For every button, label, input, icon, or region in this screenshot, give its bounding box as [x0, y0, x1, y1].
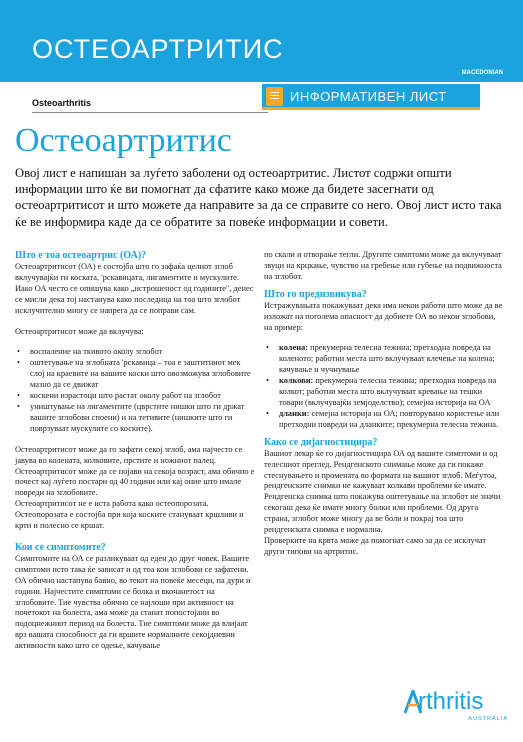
paragraph: Остеоартритисот не е иста работа како остеопорозата. Остеопорозата е состојба при која коските стануваат кршливи и крти и полесно се кршат.	[15, 499, 244, 531]
bullet-list	[15, 347, 256, 434]
subject-label: Osteoarthritis	[32, 98, 92, 108]
paragraph: Вашиот лекар ќе го дијагностицира ОА од вашите симптоми и од телесниот преглед. Рендгенското снимање може да ги покаже стеснувањето и промената во формата на вашиот зглоб. Меѓутоа, рендгенските снимки не кажуваат колкави проблеми ќе имате. Рендгенска снимка што покажува оштетување на зглобот не значи секогаш дека ќе имате многу болки или проблеми. Од друга страна, зглобот може многу да ве боли и покрај тоа што рендгенската снимка е нормална.	[264, 448, 501, 535]
list-item-text: прекумерна телесна тежина; претходна повреда на колкот; работни места што вклучуваат кревање на тешки товари (вклучувајќи земјоделство); семејна историја на ОА	[279, 376, 497, 407]
logo-text: rthritis	[418, 688, 484, 715]
right-column	[264, 250, 504, 558]
paragraph: Остеоартритисот може да се појави на секоја возраст, ама обично е почест кај луѓето постари од 40 години или кај оние што имале повреди на зглобовите.	[15, 466, 255, 498]
section-heading: Што го предизвикува?	[264, 288, 367, 300]
document-icon	[266, 87, 283, 106]
paragraph: Остеоартритисот може да го зафати секој зглоб, ама најчесто се јавува во колената, колковите, прстите и ножниот палец.	[15, 444, 243, 465]
list-item: • воспаление на ткивото околу зглобот	[15, 347, 256, 358]
language-label: MACEDONIAN	[461, 70, 503, 76]
intro-paragraph: Овој лист е напишан за луѓето заболени од остеоартритис. Листот содржи општи информации што ќе ви помогнат да сфатите како може да бидете засегнати од остеоартритисот и што можете да направите за да се справите со него. Овој лист исто така ќе ве информира каде да се обратите за повеќе информации и совети.	[15, 166, 502, 229]
list-item-label: колена:	[279, 343, 309, 353]
list-item-label: дланки:	[279, 408, 310, 418]
paragraph: Симптомите на ОА се разликуваат од еден до друг човек. Вашите симптоми исто така ќе зависат и од тоа кои зглобови се зафатени. ОА обично настапува бавно, во текот на повеќе месеци, па дури и години. Најчестите симптоми се болка и вкочанетост на зглобовите. Тие чувства обично се најлоши при активност на почетокот на болеста, ама може да станат попостојани во подоцнежниот период на болеста. Тие симптоми може да влијаат врз вашата способност да ги вршите нормалните секојдневни активности како што се одење, качување	[15, 553, 251, 651]
section-heading: Кои се симптомите?	[15, 541, 106, 553]
arthritis-australia-logo	[404, 688, 514, 736]
list-item: • уништување на лигаментите (цврстите нишки што ги држат вашите зглобови споени) и на тетивите (нишките што ги поврзуваат мускулите со коските).	[15, 402, 256, 435]
list-item-text: семејна историја на ОА; повторувано користење или претходни повреди на дланките; прекумерна телесна тежина.	[279, 408, 500, 429]
bullet-list	[264, 343, 504, 430]
paragraph: по скали и отворање тегли. Другите симптоми може да вклучуваат звуци на крцкање, чувство на гребење или губење на подвижноста на зглобот.	[264, 250, 502, 281]
list-item: • коскени израстоци што растат околу работ на зглобот	[15, 391, 256, 402]
section-heading: Што е тоа остеоартрис (ОА)?	[15, 250, 147, 261]
list-item	[264, 376, 504, 409]
info-sheet-label: ИНФОРМАТИВЕН ЛИСТ	[290, 89, 447, 104]
paragraph: Проверките на крвта може да помогнат само за да се исклучат други типови на артритис.	[264, 535, 487, 556]
paragraph: Остеоартритисот (ОА) е состојба што го зафаќа целиот зглоб вклучувајќи ги коската, 'рскавицата, лигаментите и мускулите. Иако ОА често се опишува како „истрошеност од годините", денес се мисли дека тој настанува како последица на тоа што зглобот исклучително многу се напрега да се поправи сам.	[15, 262, 254, 315]
paragraph: Истражувањата покажуваат дека има некои работи што може да ве изложат на поголема опасност да добиете ОА во некои зглобови, на пример:	[264, 300, 503, 332]
page-title: Остеоартритис	[15, 122, 232, 159]
divider	[32, 112, 268, 113]
paragraph: Остеоартритисот може да вклучува:	[15, 326, 144, 336]
list-item-label: колкови:	[279, 376, 314, 386]
header-title: ОСТЕОАРТРИТИС	[32, 34, 284, 64]
list-item: • оштетување на зглобната 'рскавица – тоа е заштитниот мек слој на краевите на вашите коски што овозможува зглобовите мазно да се движат	[15, 358, 256, 391]
logo-subtitle: AUSTRALIA	[468, 716, 508, 722]
header-banner	[0, 0, 523, 82]
list-item	[264, 409, 504, 431]
list-item	[264, 343, 504, 376]
info-sheet-banner	[262, 84, 480, 110]
list-item-text: прекумерна телесна тежина; претходна повреда на коленото; работни места што вклучуваат клечење на колена; качување и чучнување	[279, 343, 495, 375]
section-heading: Како се дијагностицира?	[264, 436, 378, 448]
left-column	[15, 250, 256, 652]
